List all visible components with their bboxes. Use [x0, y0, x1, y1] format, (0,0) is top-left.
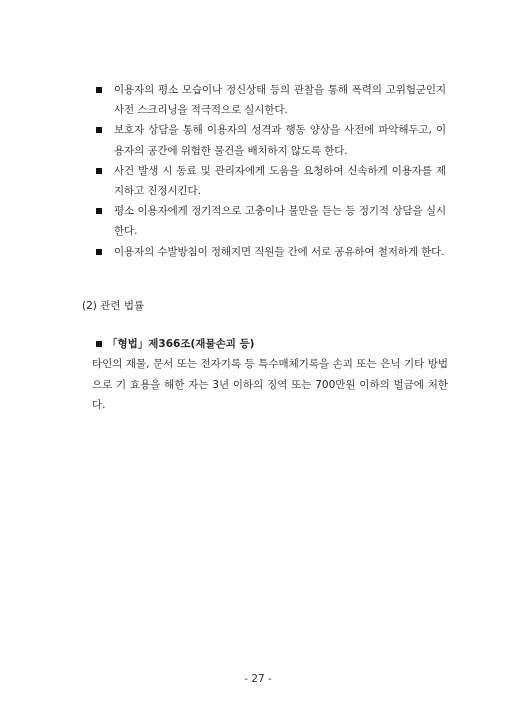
list-item	[96, 242, 446, 262]
bullet-list	[96, 80, 446, 262]
list-item	[96, 120, 446, 160]
page-number: - 27 -	[244, 673, 272, 685]
square-bullet-icon	[96, 87, 102, 93]
list-item	[96, 80, 446, 120]
bullet-text: 사건 발생 시 동료 및 관리자에게 도움을 요청하여 신속하게 이용자를 제지하고 진정시킨다.	[114, 164, 446, 198]
section-heading: (2) 관련 법률	[82, 300, 145, 312]
law-title-row	[96, 336, 448, 352]
square-bullet-icon	[96, 168, 102, 174]
square-bullet-icon	[96, 249, 102, 255]
list-item	[96, 161, 446, 201]
bullet-text: 보호자 상담을 통해 이용자의 성격과 행동 양상을 사전에 파악해두고, 이용자의 공간에 위험한 물건을 배치하지 않도록 한다.	[114, 124, 446, 157]
square-bullet-icon	[96, 208, 102, 214]
bullet-text: 평소 이용자에게 정기적으로 고충이나 불만을 듣는 등 정기적 상담을 실시한다.	[114, 205, 446, 238]
list-item	[96, 201, 446, 241]
law-body: 타인의 재물, 문서 또는 전자기록 등 특수매체기록을 손괴 또는 은닉 기타 방법으로 기 효용을 해한 자는 3년 이하의 징역 또는 700만원 이하의 벌금에 처한다.	[92, 358, 448, 411]
square-bullet-icon	[96, 127, 102, 133]
law-title: 「형법」제366조(재물손괴 등)	[107, 338, 255, 350]
bullet-text: 이용자의 수발방침이 정해지면 직원들 간에 서로 공유하여 철저하게 한다.	[114, 245, 445, 258]
bullet-text: 이용자의 평소 모습이나 정신상태 등의 관찰을 통해 폭력의 고위험군인지 사전 스크리닝을 적극적으로 실시한다.	[114, 84, 446, 117]
square-bullet-icon	[96, 341, 102, 347]
law-excerpt	[92, 336, 448, 416]
